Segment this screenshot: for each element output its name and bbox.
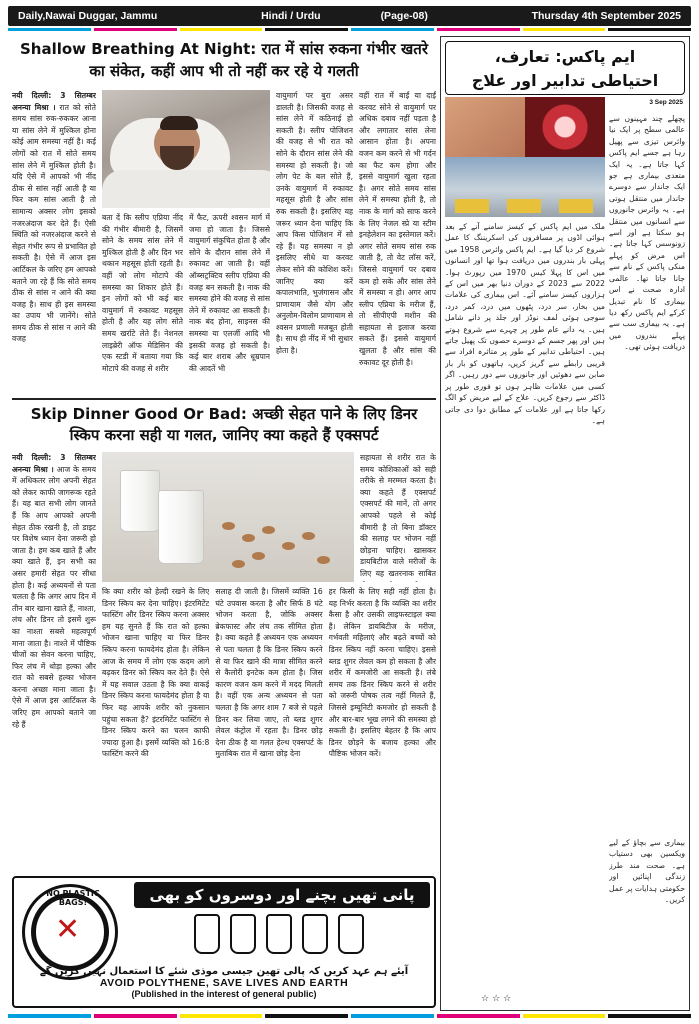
article1-text-4: वायुमार्ग पर बुरा असर डालती है। जिसकी वजह से सांस लेने में कठिनाई हो सकती है। स्लीप पोजिशन की वजह से भी रात को सोने के दौरान सांस लेने की समस्या हो सकती है। जो लोग पेट के बल सोते हैं, उनके वायुमार्ग में रुकावट महसूस होती है और सांस रुक सकती है। इसलिए यह जरूर ध्यान देना चाहिए कि आप किस पोजिशन में सो रहे हैं। यह समस्या न हो इसलिए सीधे या करवट लेकर सोने की कोशिश करें। जानिए क्या करें कपालभाति, भुजंगासन और प्राणायाम जैसे योग और अनुलोम-विलोम प्राणायाम से श्वसन प्रणाली मजबूत होती है। साथ ही नींद में भी सुधार होता है।	[276, 91, 353, 356]
sleeping-man-photo	[102, 90, 270, 208]
color-swatch	[437, 1014, 520, 1018]
color-swatch	[265, 1014, 348, 1018]
urdu-text-1: پچھلے چند مہینوں سے عالمی سطح پر ایک نیا وائرس تیزی سے پھیل رہا ہے جسے ایم پاکس کہا جاتا ہے۔ یہ ایک متعدی بیماری ہے جو ایک جاندار سے دوسرے جاندار میں منتقل ہوتی ہے۔ یہ وائرس جانوروں سے انسانوں میں منتقل ہو سکتا ہے اور اسے زونوسس کہا جاتا ہے۔ اس مرض کو پہلے منکی پاکس کے نام سے جانا جاتا تھا۔ عالمی ادارہ صحت نے اس بیماری کا نام تبدیل کرکے ایم پاکس رکھ دیا ہے۔ یہ بیماری سب سے پہلے بندروں میں دریافت ہوئی تھی۔	[609, 114, 685, 352]
color-swatch	[608, 1014, 691, 1018]
ad-english-slogan: AVOID POLYTHENE, SAVE LIVES AND EARTH	[99, 977, 349, 989]
article2-text-3: सलाह दी जाती है। जिसमें व्यक्ति 16 घंटे उपवास करता है और सिर्फ 8 घंटे भोजन करता है, जोकि अक्सर ब्रेकफास्ट और लंच तक सीमित होता है। क्या कहते हैं अध्ययन एक अध्ययन से पता चलता है कि डिनर स्किप करने से या फिर खाने की मात्रा सीमित करने से कैलोरी इनटेक कम होता है। जिस कारण वजन कम करने में मदद मिलती है। वहीं एक अन्य अध्ययन से पता चलता है कि अगर शाम 7 बजे से पहले डिनर कर लिया जाए, तो ब्लड शुगर लेवल कंट्रोल में रहता है। डिनर छोड़ देना ठीक है या गलत हेल्थ एक्सपर्ट के मुताबिक रात में खाना छोड़ देना	[215, 587, 323, 759]
article1-headline: Shallow Breathing At Night: रात में सांस रुकना गंभीर खतरे का संकेत, कहीं आप भी तो नहीं कर रहे ये गलती	[19, 40, 428, 80]
urdu-title-line-1: ایم پاکس: تعارف،	[494, 47, 636, 66]
article1-text-1: रात को सोते समय सांस रुक-रुककर आना या सांस लेने में मुश्किल होना कोई आम समस्या नहीं है। कई लोगों को रात में सोते समय सांस लेने में मुश्किल होती है। यदि ऐसे में आपको भी नींद ठीक से सांस नहीं आती है या फिर कम सांस आती है तो सामान्य अक्सर लोग इसको नजरअंदाज कर देते हैं। ऐसी स्थिति को नजरअंदाज करने से सेहत गंभीर रूप से प्रभावित हो सकती है। ऐसे में आज इस आर्टिकल के जरिए हम आपको बताने जा रहे हैं कि सोते समय ठीक से सांस न आने की क्या वजह है। साथ ही इस समस्या का उपाय भी जानेंगे। सोते समय ठीक से सांस न आने की वजह	[12, 102, 96, 344]
color-swatch	[351, 28, 434, 31]
page-number: (Page-08)	[380, 10, 428, 22]
urdu-text-3: بیماری سے بچاؤ کے لیے ویکسین بھی دستیاب ہے۔ صحت مند طرز زندگی اپنائیں اور حکومتی ہدایات پر عمل کریں۔	[609, 838, 685, 905]
color-swatch	[8, 1014, 91, 1018]
article2-text-2: कि क्या शरीर को हेल्दी रखने के लिए डिनर स्किप कर देना चाहिए। इंटरमिटेंट फास्टिंग और डिनर स्किप करना अक्सर हम यह सुनते हैं कि रात को हल्का भोजन खाना चाहिए या फिर डिनर स्किप करना फायदेमंद होता है। लेकिन आज के समय में लोग एक कदम आगे बढ़कर डिनर को स्किप कर देते हैं। ऐसे में यह सवाल उठता है कि क्या वाकई डिनर स्किप करना फायदेमंद होता है या फिर यह आपके शरीर को नुकसान पहुंचा सकता है? इंटरमिटेंट फास्टिंग से डिनर स्किप करने का चलन काफी ज्यादा हुआ है। इसमें व्यक्ति को 16:8 फास्टिंग करने की	[102, 587, 210, 759]
color-swatch	[265, 28, 348, 31]
color-swatch	[608, 28, 691, 31]
color-swatch	[437, 28, 520, 31]
color-swatch	[351, 1014, 434, 1018]
article2-text-1: आज के समय में अधिकतर लोग अपनी सेहत को लेकर काफी जागरूक रहते हैं। यह बात सभी लोग जानते हैं कि आप आपको अपनी सेहत ठीक रखनी है, तो डाइट पर विशेष ध्यान देना जरूरी हो जाता है। हम कब खाते हैं और क्या खाते हैं, इन सभी का असर हमारी सेहत पर सीधा होता है। कई अध्ययनों से पता चलता है कि अगर आप दिन में तीन बार खाना खाते हैं, नाश्ता, लंच और डिनर तो इसमें शुरू का नाश्ता सबसे महत्वपूर्ण माना जाता है। नाश्ते में पौष्टिक चीजों का सेवन करना चाहिए, फिर लंच में थोड़ा हल्का और रात को सबसे हल्का भोजन करना अच्छा माना जाता है। ऐसे में आज इस आर्टिकल के जरिए हम आपको बताने जा रहे हैं	[12, 464, 96, 729]
ad-urdu-title: پانی تھیں بچنے اور دوسروں کو بھی بچائیے	[134, 882, 430, 908]
color-swatch	[94, 1014, 177, 1018]
masthead	[8, 6, 691, 26]
article1-column-1	[12, 90, 96, 392]
urdu-article	[440, 36, 690, 1011]
badge-label: NO PLASTIC BAGS!	[46, 889, 100, 907]
article1-text-2: बता दें कि स्लीप एप्निया नींद की गंभीर बीमारी है, जिसमें सोने के समय सांस लेने में मुश्किल होती है और दिन भर थकान महसूस होती रहती है। वहीं जो लोग मोटापे की समस्या का शिकार होते हैं। इन लोगों को भी कई बार वायुमार्ग में रुकावट महसूस होती है और यह लोग सोते समय खर्राटे लेते हैं। नेशनल लाइब्रेरी ऑफ मेडिसिन की एक स्टडी में बताया गया कि मोटापे की वजह से शरीर	[102, 213, 183, 373]
article2-column-1	[12, 452, 96, 872]
color-swatch	[94, 28, 177, 31]
ad-public-interest-note: (Published in the interest of general public)	[131, 989, 317, 999]
no-plastic-advertisement	[12, 876, 436, 1008]
plastic-bags-illustration	[144, 914, 414, 960]
edition-language: Hindi / Urdu	[261, 10, 321, 22]
paper-name: Daily,Nawai Duggar, Jammu	[18, 10, 158, 22]
article1-text-5: वहीं रात में बाईं या दाईं करवट सोने से वायुमार्ग पर अधिक दबाव नहीं पड़ता है और लगातार सांस लेना आसान होता है। अपना वजन कम करने से भी गर्दन का फैट कम होगा और इससे वायुमार्ग खुला रहता है। अगर सोते समय सांस लेने में समस्या होती है, तो नाक के मार्ग को साफ करने के लिए नेजल स्प्रे या स्टीम इनहेलेशन का इस्तेमाल करें। अगर सोते समय सांस रुक जाती है, तो वेट लॉस करें, जिससे वायुमार्ग पर दबाव कम हो सके और सांस लेने में समस्या न हो। अगर आप स्लीप एप्निया के मरीज हैं, तो सीपीएपी मशीन की सहायता से इलाज करवा सकते हैं। इससे वायुमार्ग खुलता है और सांस की रुकावट दूर होती है।	[359, 91, 436, 367]
article2-headline: Skip Dinner Good Or Bad: अच्छी सेहत पाने के लिए डिनर स्किप करना सही या गलत, जानिए क्या कहते हैं एक्सपर्ट	[12, 398, 436, 448]
color-swatch	[8, 28, 91, 31]
registration-bar	[8, 28, 691, 32]
mpox-collage-photo	[445, 97, 605, 217]
issue-date: Thursday 4th September 2025	[531, 10, 681, 22]
article2-byline: नयी दिल्ली: 3 सितम्बर अनन्या मिश्रा ।	[12, 453, 96, 474]
urdu-text-2: ملک میں ایم پاکس کے کیسز سامنے آنے کے بعد ہوائی اڈوں پر مسافروں کی اسکریننگ کا عمل شروع کر دیا گیا ہے۔ ایم پاکس وائرس 1958 میں پہلی بار بندروں میں دریافت ہوا تھا اور انسانوں میں اس کا پہلا کیس 1970 میں رپورٹ ہوا۔ 2022 سے 2023 کے دوران دنیا بھر میں اس کے ہزاروں کیسز سامنے آئے۔ اس بیماری کی علامات میں بخار، سر درد، پٹھوں میں درد، کمر درد، سوجی ہوئی لمف نوڈز اور جلد پر دانے شامل ہیں۔ یہ دانے عام طور پر چہرے سے شروع ہوتے ہیں اور پھر جسم کے دوسرے حصوں تک پھیل جاتے ہیں۔ احتیاطی تدابیر کے طور پر متاثرہ افراد سے قریبی رابطے سے گریز کریں، ہاتھوں کو بار بار صابن سے دھوئیں اور جانوروں سے دور رہیں۔ اگر کسی میں علامات ظاہر ہوں تو فوری طور پر ڈاکٹر سے رجوع کریں۔ علاج کے لیے مریض کو الگ رکھا جاتا ہے اور علامات کے مطابق دوا دی جاتی ہے۔	[445, 222, 605, 425]
hindi-section	[12, 36, 436, 872]
urdu-article-date: 3 Sep 2025	[649, 99, 683, 106]
article1-text-3: में फैट, ऊपरी श्वसन मार्ग में जमा हो जाता है। जिससे वायुमार्ग संकुचित होता है और सोने के दौरान सांस लेने में रुकावट आ जाती है। वहीं ऑब्सट्रक्टिव स्लीप एप्निया की वजह बन सकती है। नाक की समस्या होने की वजह से सांस लेने में रुकावट आ सकती है। नाक बंद होना, साइनस की समस्या या एलर्जी आदि भी इसकी वजह हो सकती है। कई बार शराब और धूम्रपान की आदतें भी	[189, 213, 270, 373]
milk-almonds-photo	[102, 452, 354, 582]
color-swatch	[180, 28, 263, 31]
urdu-article-title	[445, 41, 685, 95]
end-stars: ☆☆☆	[481, 994, 515, 1004]
urdu-title-line-2: احتیاطی تدابیر اور علاج	[471, 71, 659, 90]
color-swatch	[523, 28, 606, 31]
footer-color-bar	[8, 1014, 691, 1018]
cross-icon: ✕	[55, 912, 81, 947]
ad-urdu-slogan: آیئے ہم عہد کریں کہ پالی تھین جیسی موذی شئے کا استعمال نہیں کریں گے	[39, 966, 409, 977]
article2-text-5: सहायता से शरीर रात के समय कोशिकाओं को सही तरीके से मरम्मत करता है। क्या कहते हैं एक्सपर्ट एक्सपर्ट की मानें, तो अगर आपको पहले से कोई बीमारी है तो बिना डॉक्टर की सलाह पर भोजन नहीं छोड़ना चाहिए। खासकर डायबिटीज वाले मरीजों के लिए यह खतरनाक साबित	[360, 453, 436, 578]
color-swatch	[180, 1014, 263, 1018]
article2-text-4: हर किसी के लिए सही नहीं होता है। यह निर्भर करता है कि व्यक्ति का शरीर कैसा है और उसकी लाइफस्टाइल क्या है। लेकिन डायबिटीज के मरीज, गर्भवती महिलाएं और बढ़ते बच्चों को डिनर स्किप नहीं करना चाहिए। इससे ब्लड शुगर लेवल कम हो सकता है और शरीर में कमजोरी आ सकती है। लंबे समय तक डिनर स्किप करने से शरीर को जरूरी पोषक तत्व नहीं मिलते हैं, जिससे इम्यूनिटी कमजोर हो सकती है और बार-बार भूख लगने की समस्या हो सकती है। इसलिए बेहतर है कि आप डिनर छोड़ने के बजाय हल्का और पौष्टिक भोजन करें।	[328, 587, 436, 759]
article1-byline: नयी दिल्ली: 3 सितम्बर अनन्या मिश्रा ।	[12, 91, 96, 112]
color-swatch	[523, 1014, 606, 1018]
